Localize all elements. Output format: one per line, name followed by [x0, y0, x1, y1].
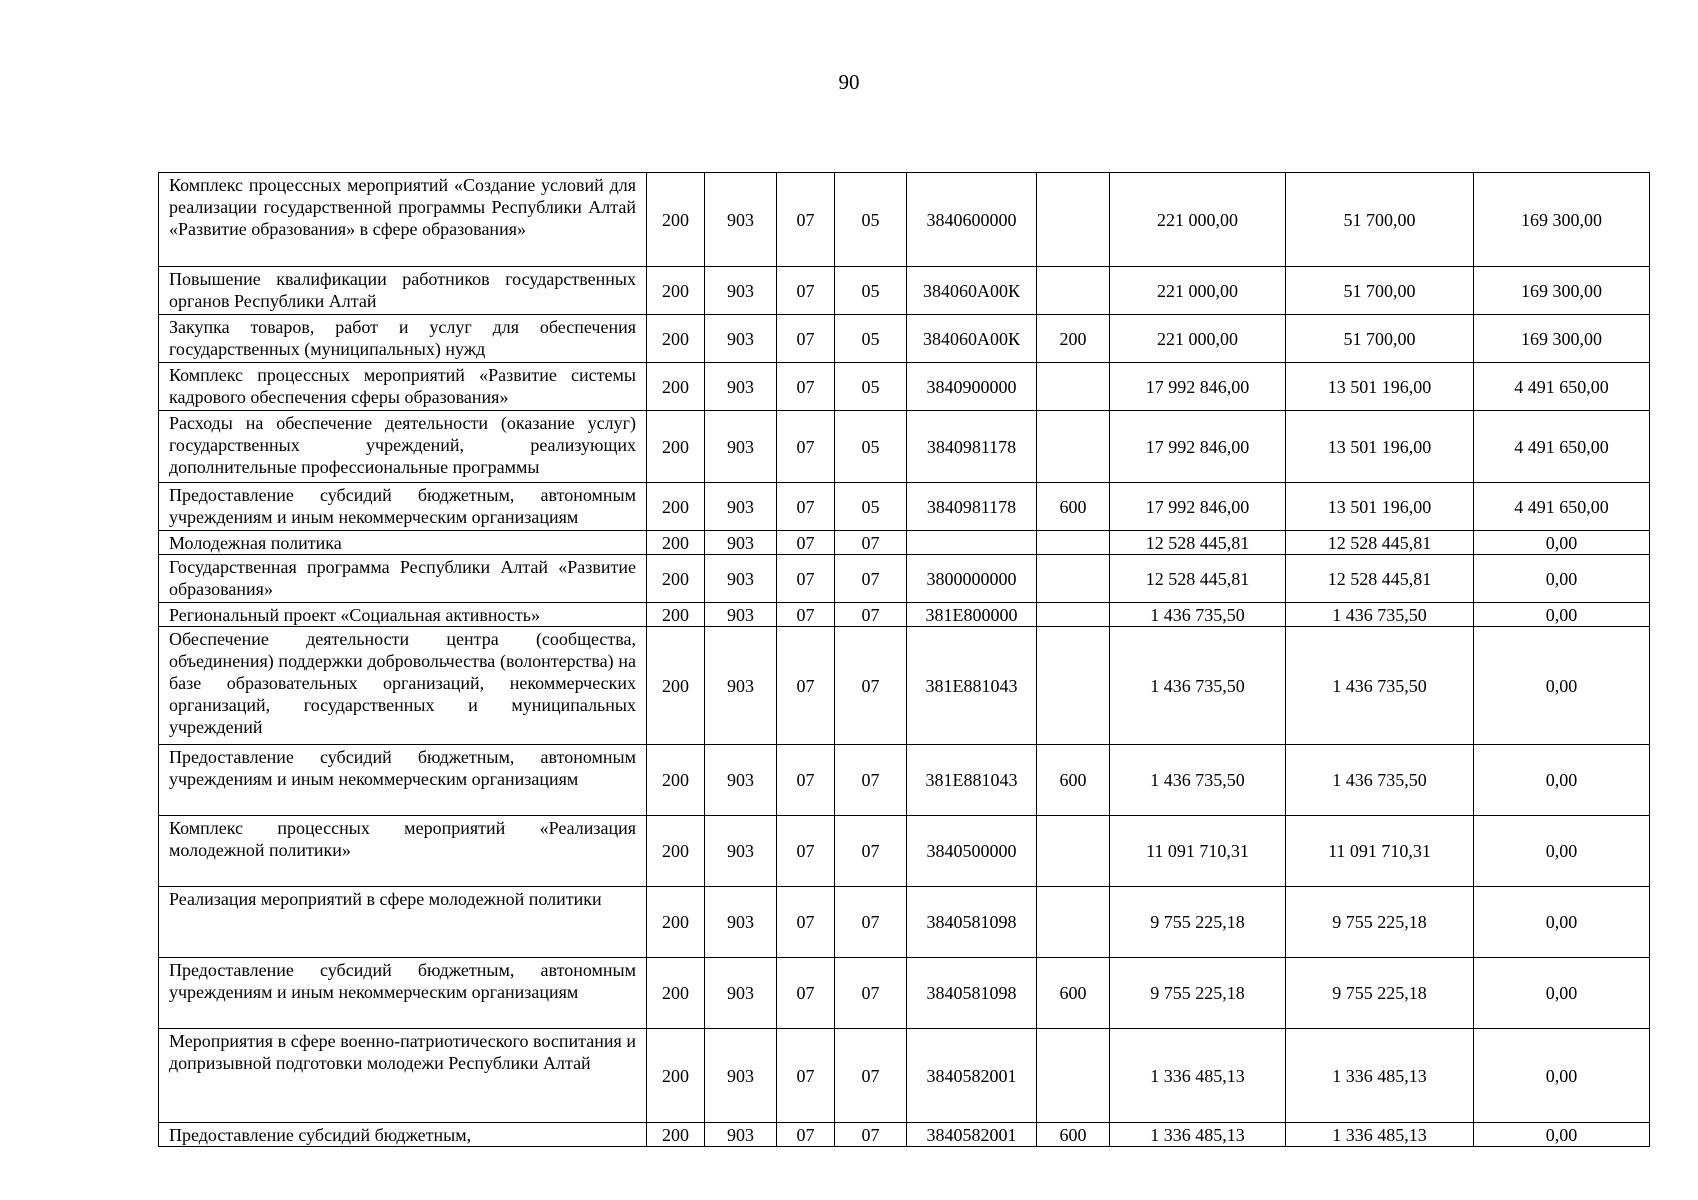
row-code-1: 200: [647, 603, 705, 627]
row-expense-type: [1037, 816, 1110, 887]
row-code-2: 903: [705, 627, 777, 745]
table-row: [159, 603, 1650, 627]
table-row: [159, 483, 1650, 531]
budget-table-body: [159, 173, 1650, 1147]
row-code-3: 07: [777, 315, 835, 363]
table-row: [159, 816, 1650, 887]
row-sum-1: 221 000,00: [1110, 173, 1286, 267]
row-code-4: 05: [835, 363, 907, 411]
row-target-article: 3840600000: [907, 173, 1037, 267]
row-sum-2: 1 336 485,13: [1286, 1029, 1474, 1123]
row-name: Предоставление субсидий бюджетным,: [159, 1123, 647, 1147]
row-sum-1: 17 992 846,00: [1110, 411, 1286, 483]
row-sum-2: 9 755 225,18: [1286, 887, 1474, 958]
table-row: [159, 531, 1650, 555]
row-code-3: 07: [777, 411, 835, 483]
row-code-3: 07: [777, 887, 835, 958]
row-code-2: 903: [705, 1029, 777, 1123]
row-code-1: 200: [647, 315, 705, 363]
row-sum-1: 17 992 846,00: [1110, 483, 1286, 531]
row-sum-3: 0,00: [1474, 816, 1650, 887]
row-expense-type: [1037, 531, 1110, 555]
row-sum-1: 1 436 735,50: [1110, 745, 1286, 816]
row-name: Обеспечение деятельности центра (сообщества, объединения) поддержки добровольчества (волонтерства) на базе образовательных организаций, некоммерческих организаций, государственных и муниципальных учреждений: [159, 627, 647, 745]
row-code-1: 200: [647, 531, 705, 555]
row-sum-3: 0,00: [1474, 627, 1650, 745]
row-expense-type: [1037, 411, 1110, 483]
row-code-4: 07: [835, 627, 907, 745]
row-name: Мероприятия в сфере военно-патриотического воспитания и допризывной подготовки молодежи Республики Алтай: [159, 1029, 647, 1123]
row-name: Реализация мероприятий в сфере молодежной политики: [159, 887, 647, 958]
row-expense-type: [1037, 887, 1110, 958]
row-sum-2: 1 436 735,50: [1286, 627, 1474, 745]
row-code-1: 200: [647, 816, 705, 887]
row-sum-1: 11 091 710,31: [1110, 816, 1286, 887]
row-sum-3: 0,00: [1474, 1123, 1650, 1147]
row-expense-type: 600: [1037, 958, 1110, 1029]
row-expense-type: [1037, 1029, 1110, 1123]
row-name: Предоставление субсидий бюджетным, автономным учреждениям и иным некоммерческим организациям: [159, 483, 647, 531]
row-target-article: 3840582001: [907, 1123, 1037, 1147]
row-code-3: 07: [777, 816, 835, 887]
row-code-2: 903: [705, 555, 777, 603]
row-code-4: 07: [835, 745, 907, 816]
row-sum-2: 12 528 445,81: [1286, 531, 1474, 555]
row-code-3: 07: [777, 958, 835, 1029]
row-code-3: 07: [777, 745, 835, 816]
row-code-4: 07: [835, 1123, 907, 1147]
row-target-article: 384060А00К: [907, 267, 1037, 315]
row-code-2: 903: [705, 816, 777, 887]
table-row: [159, 173, 1650, 267]
table-row: [159, 315, 1650, 363]
row-code-3: 07: [777, 531, 835, 555]
row-sum-2: 13 501 196,00: [1286, 483, 1474, 531]
row-code-1: 200: [647, 627, 705, 745]
row-sum-3: 0,00: [1474, 1029, 1650, 1123]
table-row: [159, 958, 1650, 1029]
row-code-1: 200: [647, 1029, 705, 1123]
table-row: [159, 745, 1650, 816]
row-code-3: 07: [777, 627, 835, 745]
row-sum-2: 13 501 196,00: [1286, 363, 1474, 411]
row-expense-type: [1037, 627, 1110, 745]
row-target-article: 381Е881043: [907, 745, 1037, 816]
row-code-1: 200: [647, 411, 705, 483]
row-target-article: 381Е800000: [907, 603, 1037, 627]
row-code-2: 903: [705, 411, 777, 483]
row-sum-2: 1 336 485,13: [1286, 1123, 1474, 1147]
row-code-2: 903: [705, 483, 777, 531]
row-target-article: 3840581098: [907, 887, 1037, 958]
table-row: [159, 627, 1650, 745]
row-code-3: 07: [777, 173, 835, 267]
row-code-3: 07: [777, 483, 835, 531]
row-expense-type: 600: [1037, 483, 1110, 531]
row-code-3: 07: [777, 555, 835, 603]
row-target-article: 3840981178: [907, 411, 1037, 483]
row-target-article: 384060А00К: [907, 315, 1037, 363]
row-code-2: 903: [705, 531, 777, 555]
row-code-4: 07: [835, 1029, 907, 1123]
row-name: Региональный проект «Социальная активность»: [159, 603, 647, 627]
table-row: [159, 1123, 1650, 1147]
row-sum-2: 13 501 196,00: [1286, 411, 1474, 483]
row-target-article: 3840582001: [907, 1029, 1037, 1123]
row-sum-1: 12 528 445,81: [1110, 531, 1286, 555]
row-expense-type: [1037, 555, 1110, 603]
row-name: Молодежная политика: [159, 531, 647, 555]
row-target-article: [907, 531, 1037, 555]
budget-table: [158, 172, 1650, 1147]
row-code-4: 07: [835, 816, 907, 887]
row-expense-type: [1037, 603, 1110, 627]
row-code-3: 07: [777, 1123, 835, 1147]
row-sum-3: 169 300,00: [1474, 173, 1650, 267]
row-code-1: 200: [647, 887, 705, 958]
row-code-2: 903: [705, 173, 777, 267]
row-code-1: 200: [647, 267, 705, 315]
row-sum-1: 12 528 445,81: [1110, 555, 1286, 603]
row-target-article: 3840981178: [907, 483, 1037, 531]
table-row: [159, 363, 1650, 411]
row-code-1: 200: [647, 745, 705, 816]
row-sum-2: 51 700,00: [1286, 267, 1474, 315]
row-code-4: 05: [835, 173, 907, 267]
row-sum-2: 1 436 735,50: [1286, 745, 1474, 816]
row-code-4: 07: [835, 603, 907, 627]
row-name: Комплекс процессных мероприятий «Создание условий для реализации государственной программы Республики Алтай «Развитие образования» в сфере образования»: [159, 173, 647, 267]
row-name: Комплекс процессных мероприятий «Реализация молодежной политики»: [159, 816, 647, 887]
row-name: Расходы на обеспечение деятельности (оказание услуг) государственных учреждений, реализующих дополнительные профессиональные программы: [159, 411, 647, 483]
row-expense-type: 600: [1037, 745, 1110, 816]
row-expense-type: [1037, 173, 1110, 267]
row-code-1: 200: [647, 555, 705, 603]
row-expense-type: [1037, 363, 1110, 411]
row-code-2: 903: [705, 267, 777, 315]
row-target-article: 3840581098: [907, 958, 1037, 1029]
page-number: 90: [838, 70, 860, 94]
row-sum-3: 0,00: [1474, 531, 1650, 555]
row-code-4: 05: [835, 267, 907, 315]
row-sum-1: 1 336 485,13: [1110, 1123, 1286, 1147]
row-code-2: 903: [705, 745, 777, 816]
row-target-article: 3840500000: [907, 816, 1037, 887]
row-sum-1: 221 000,00: [1110, 315, 1286, 363]
table-row: [159, 555, 1650, 603]
row-code-3: 07: [777, 267, 835, 315]
row-sum-3: 0,00: [1474, 887, 1650, 958]
table-row: [159, 887, 1650, 958]
table-row: [159, 267, 1650, 315]
row-expense-type: [1037, 267, 1110, 315]
row-sum-1: 221 000,00: [1110, 267, 1286, 315]
row-sum-1: 1 436 735,50: [1110, 603, 1286, 627]
table-row: [159, 411, 1650, 483]
row-sum-1: 1 336 485,13: [1110, 1029, 1286, 1123]
row-sum-3: 0,00: [1474, 555, 1650, 603]
row-sum-2: 11 091 710,31: [1286, 816, 1474, 887]
row-code-4: 05: [835, 411, 907, 483]
row-sum-3: 4 491 650,00: [1474, 483, 1650, 531]
row-sum-2: 51 700,00: [1286, 173, 1474, 267]
row-sum-3: 0,00: [1474, 745, 1650, 816]
row-name: Комплекс процессных мероприятий «Развитие системы кадрового обеспечения сферы образования»: [159, 363, 647, 411]
row-code-2: 903: [705, 958, 777, 1029]
row-code-3: 07: [777, 1029, 835, 1123]
row-sum-1: 9 755 225,18: [1110, 887, 1286, 958]
row-sum-3: 169 300,00: [1474, 315, 1650, 363]
row-code-1: 200: [647, 483, 705, 531]
row-code-3: 07: [777, 603, 835, 627]
row-code-4: 07: [835, 958, 907, 1029]
row-code-1: 200: [647, 958, 705, 1029]
row-sum-2: 12 528 445,81: [1286, 555, 1474, 603]
row-sum-2: 1 436 735,50: [1286, 603, 1474, 627]
row-code-1: 200: [647, 363, 705, 411]
row-sum-2: 51 700,00: [1286, 315, 1474, 363]
row-sum-3: 4 491 650,00: [1474, 363, 1650, 411]
row-target-article: 3840900000: [907, 363, 1037, 411]
row-sum-3: 0,00: [1474, 958, 1650, 1029]
row-code-4: 05: [835, 315, 907, 363]
row-code-2: 903: [705, 603, 777, 627]
row-code-4: 07: [835, 887, 907, 958]
row-sum-3: 169 300,00: [1474, 267, 1650, 315]
row-expense-type: 600: [1037, 1123, 1110, 1147]
row-code-2: 903: [705, 315, 777, 363]
row-code-1: 200: [647, 173, 705, 267]
row-sum-3: 0,00: [1474, 603, 1650, 627]
row-code-2: 903: [705, 1123, 777, 1147]
row-name: Закупка товаров, работ и услуг для обеспечения государственных (муниципальных) нужд: [159, 315, 647, 363]
row-sum-3: 4 491 650,00: [1474, 411, 1650, 483]
row-name: Предоставление субсидий бюджетным, автономным учреждениям и иным некоммерческим организациям: [159, 745, 647, 816]
row-sum-2: 9 755 225,18: [1286, 958, 1474, 1029]
row-sum-1: 9 755 225,18: [1110, 958, 1286, 1029]
table-row: [159, 1029, 1650, 1123]
row-code-3: 07: [777, 363, 835, 411]
row-expense-type: 200: [1037, 315, 1110, 363]
row-name: Государственная программа Республики Алтай «Развитие образования»: [159, 555, 647, 603]
row-sum-1: 17 992 846,00: [1110, 363, 1286, 411]
row-target-article: 381Е881043: [907, 627, 1037, 745]
row-code-4: 05: [835, 483, 907, 531]
row-name: Повышение квалификации работников государственных органов Республики Алтай: [159, 267, 647, 315]
row-sum-1: 1 436 735,50: [1110, 627, 1286, 745]
row-code-4: 07: [835, 555, 907, 603]
row-code-4: 07: [835, 531, 907, 555]
row-code-2: 903: [705, 887, 777, 958]
row-code-1: 200: [647, 1123, 705, 1147]
row-target-article: 3800000000: [907, 555, 1037, 603]
row-name: Предоставление субсидий бюджетным, автономным учреждениям и иным некоммерческим организациям: [159, 958, 647, 1029]
row-code-2: 903: [705, 363, 777, 411]
